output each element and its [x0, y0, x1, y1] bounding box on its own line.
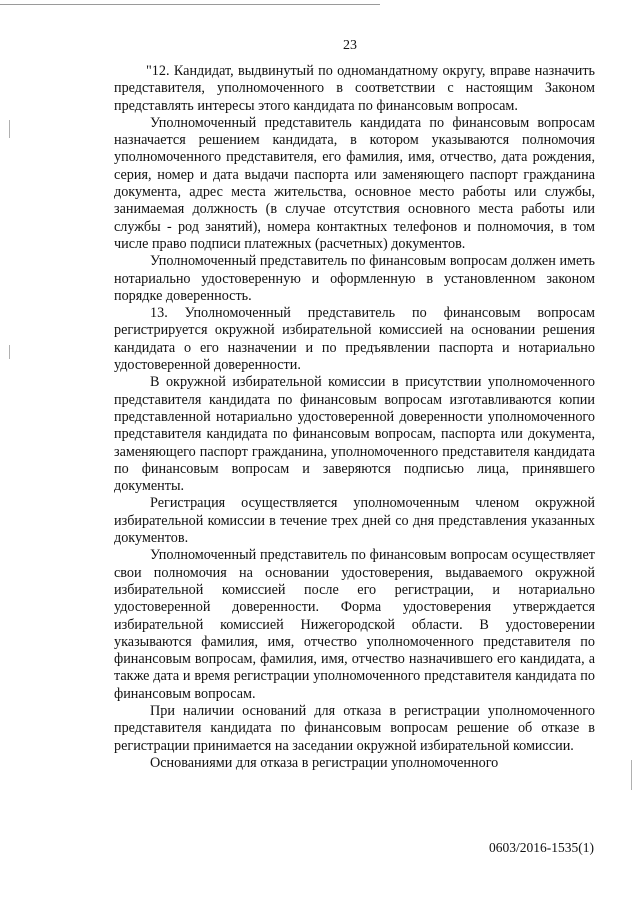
- paragraph: Основаниями для отказа в регистрации уполномоченного: [150, 754, 499, 771]
- paragraph: При наличии оснований для отказа в регистрации уполномоченного представителя кандидата по финансовым вопросам решение об отказе в регистрации принимается на заседании окружной избирательной комиссии.: [114, 702, 595, 754]
- paragraph: Регистрация осуществляется уполномоченным членом окружной избирательной комиссии в течение трех дней со дня представления указанных документов.: [114, 495, 595, 547]
- paragraph: В окружной избирательной комиссии в присутствии уполномоченного представителя кандидата по финансовым вопросам изготавливаются копии представленной нотариально удостоверенной доверенности уполномоченного представителя кандидата по финансовым вопросам, паспорта или документа, заменяющего паспорт гражданина, уполномоченного представителя кандидата по финансовым вопросам и заверяются подписью лица, принявшего документы.: [114, 374, 595, 495]
- scan-margin-mark: [9, 345, 10, 359]
- page-number: 23: [343, 38, 357, 53]
- paragraph: Уполномоченный представитель кандидата по финансовым вопросам назначается решением кандидата, в котором указываются полномочия уполномоченного представителя, его фамилия, имя, отчество, дата рождения, серия, номер и дата выдачи паспорта или заменяющего паспорт гражданина документа, адрес места жительства, основное место работы или службы, занимаемая должность (в случае отсутствия основного места работы или службы - род занятий), номера контактных телефонов и полномочия, в том числе право подписи платежных (расчетных) документов.: [114, 114, 595, 252]
- paragraph: "12. Кандидат, выдвинутый по одномандатному округу, вправе назначить представителя, уполномоченного в соответствии с настоящим Законом представлять интересы этого кандидата по финансовым вопросам.: [114, 63, 595, 114]
- document-body: [114, 63, 595, 772]
- document-code: 0603/2016-1535(1): [489, 840, 594, 855]
- paragraph: 13. Уполномоченный представитель по финансовым вопросам регистрируется окружной избирательной комиссией на основании решения кандидата о его назначении и по предъявлении паспорта и нотариально удостоверенной доверенности.: [114, 305, 595, 374]
- scan-margin-mark: [9, 120, 10, 138]
- paragraph: Уполномоченный представитель по финансовым вопросам осуществляет свои полномочия на основании удостоверения, выдаваемого окружной избирательной комиссией после его регистрации, и нотариально удостоверенной доверенности. Форма удостоверения утверждается избирательной комиссией Нижегородской области. В удостоверении указываются фамилия, имя, отчество уполномоченного представителя по финансовым вопросам, фамилия, имя, отчество назначившего его кандидата, а также дата и время регистрации уполномоченного представителя кандидата по финансовым вопросам.: [114, 547, 595, 702]
- paragraph: Уполномоченный представитель по финансовым вопросам должен иметь нотариально удостоверенную и оформленную в установленном законом порядке доверенность.: [114, 253, 595, 304]
- scan-margin-mark: [631, 760, 632, 790]
- scan-top-line: [0, 4, 380, 5]
